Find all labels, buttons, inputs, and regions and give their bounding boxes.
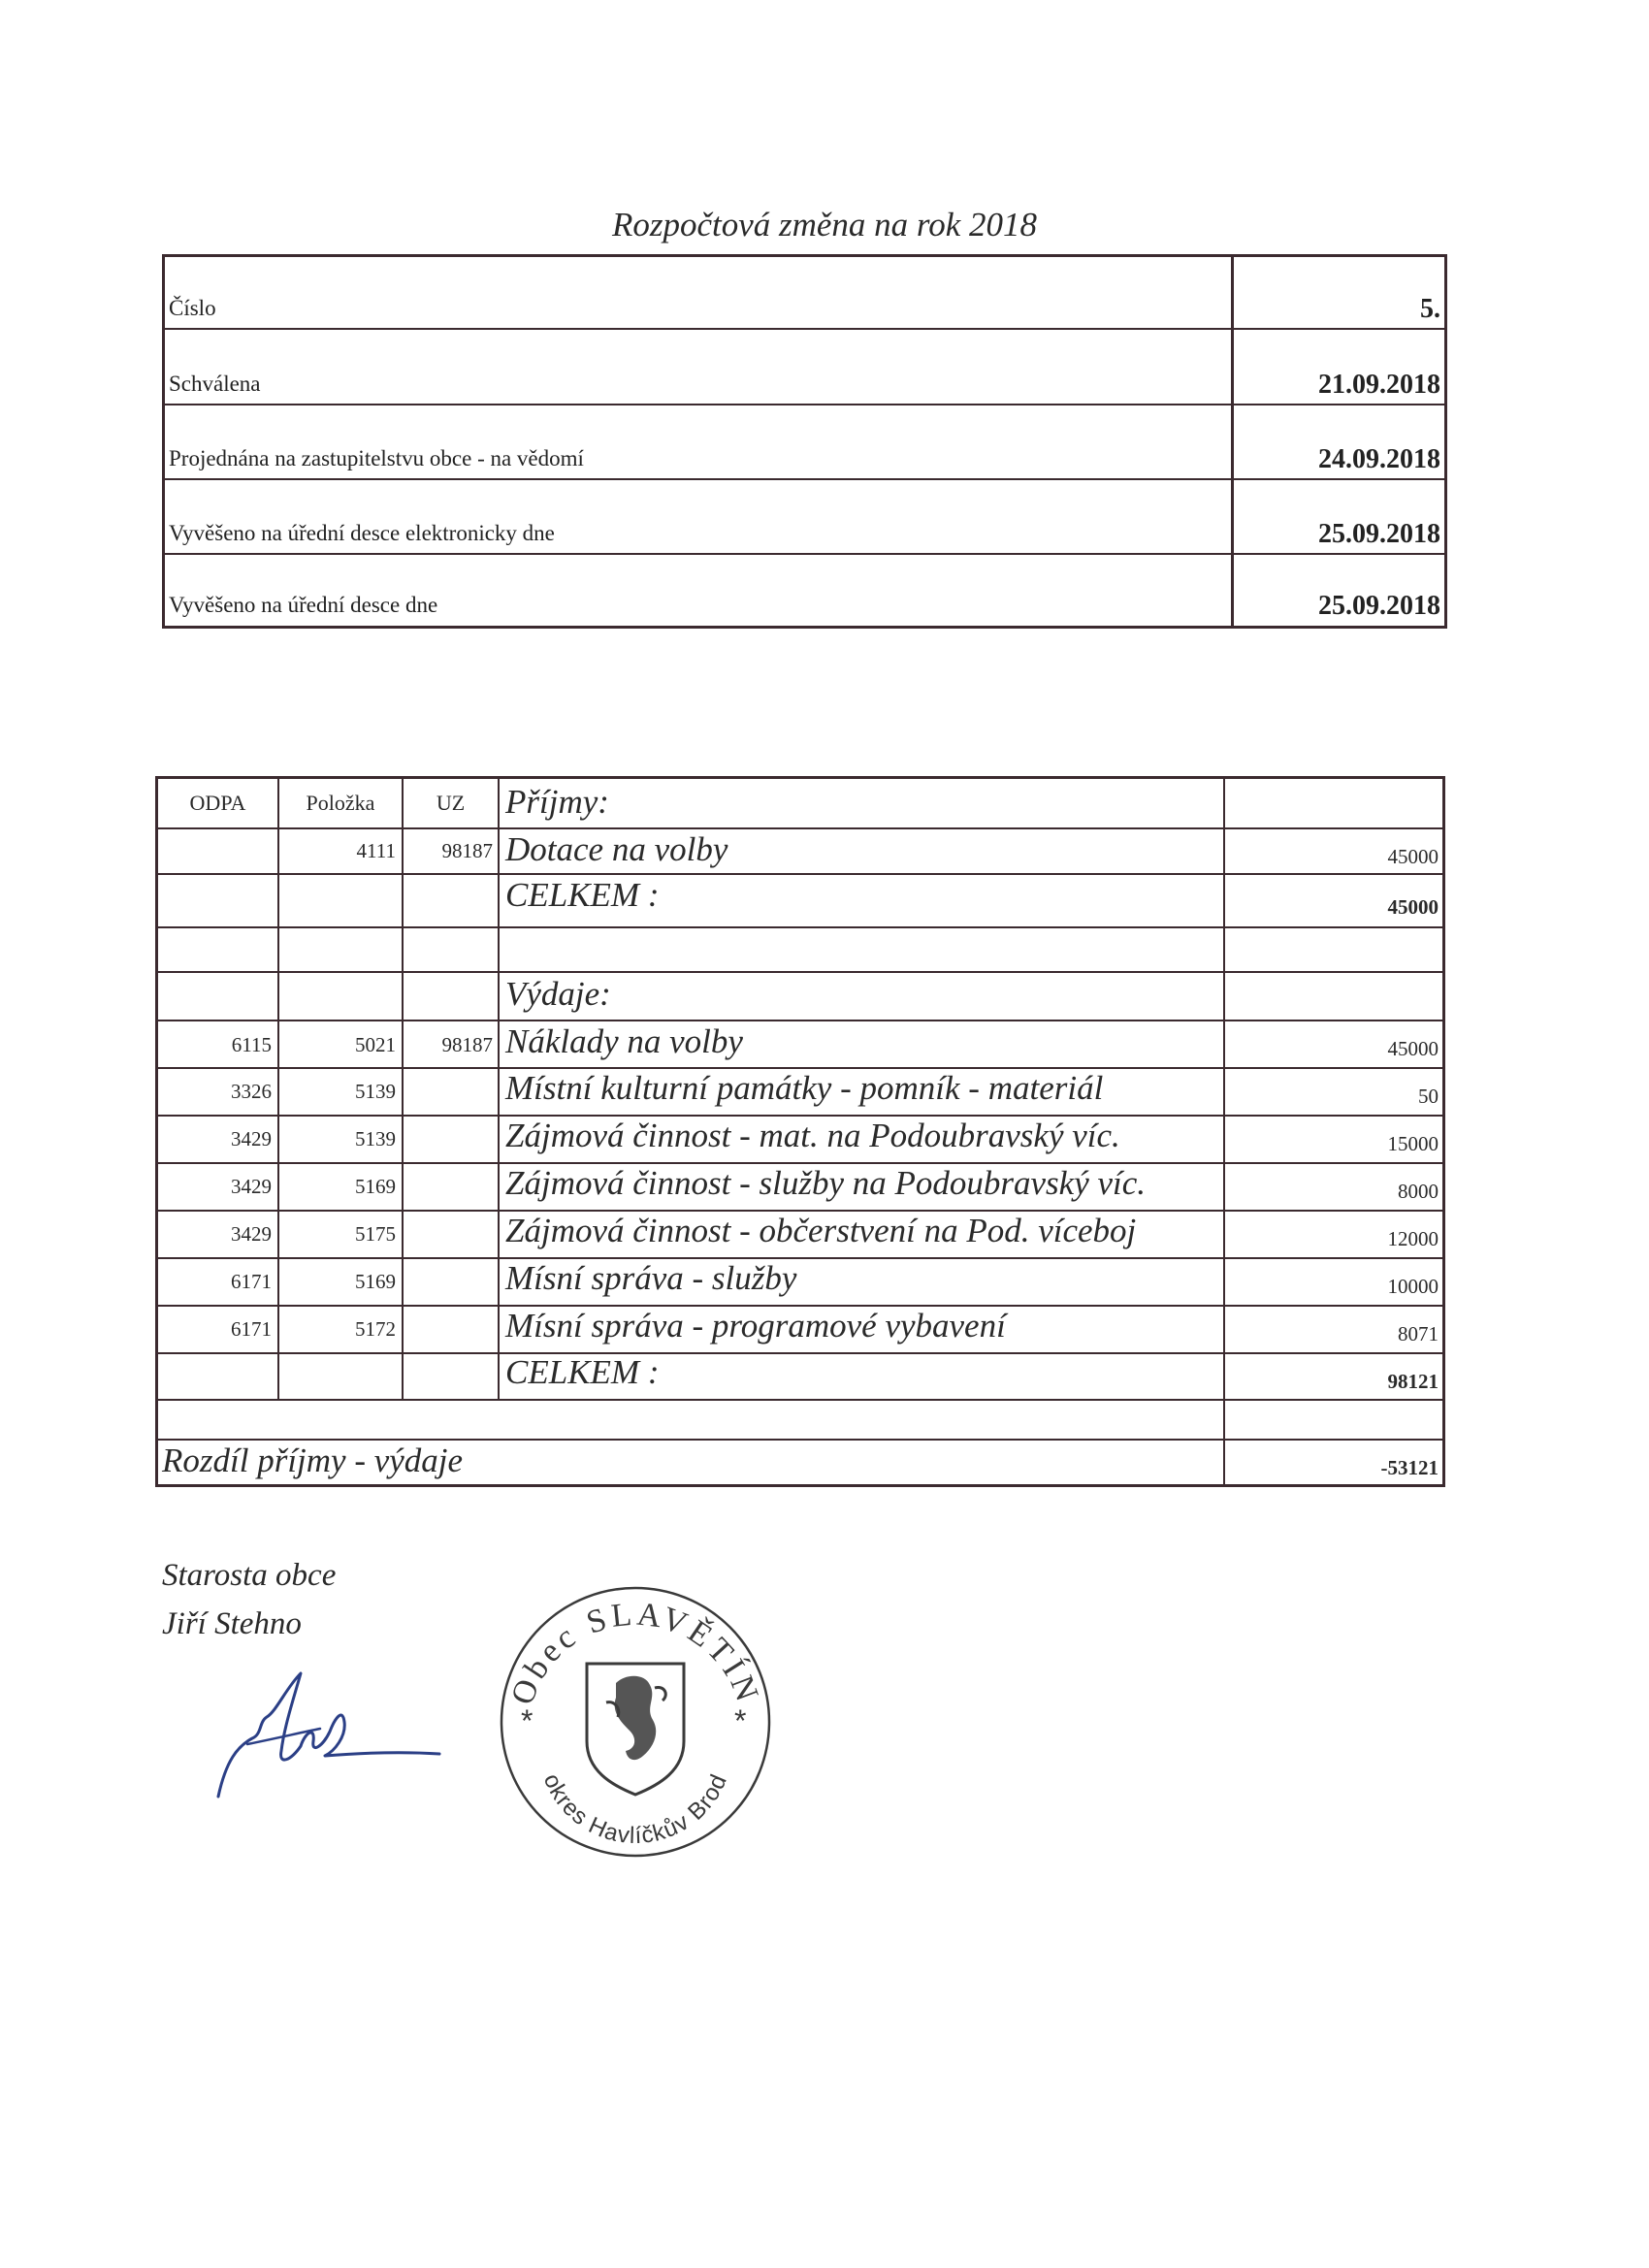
expense-desc: Náklady na volby [505,1022,743,1060]
info-label-vyveseno-el: Vyvěšeno na úřední desce elektronicky dne [169,521,555,545]
expense-total: 98121 [1387,1370,1439,1393]
difference-value: -53121 [1380,1456,1439,1479]
info-value-vyveseno: 25.09.2018 [1318,591,1440,621]
expense-desc: Místní kulturní památky - pomník - materiál [505,1069,1104,1107]
expense-odpa: 6115 [231,1033,272,1056]
expense-amount: 8071 [1398,1322,1439,1345]
info-divider [1231,257,1234,626]
expense-polozka: 5175 [355,1222,396,1246]
expense-desc: Mísní správa - programové vybavení [505,1307,1006,1345]
expense-amount: 12000 [1387,1227,1439,1250]
expense-polozka: 5139 [355,1080,396,1103]
svg-text:*: * [521,1703,534,1738]
info-label-cislo: Číslo [169,296,216,320]
difference-label: Rozdíl příjmy - výdaje [162,1442,464,1479]
expense-total-label: CELKEM : [505,1353,660,1391]
info-label-projednana: Projednána na zastupitelstvu obce - na vědomí [169,446,584,470]
budget-table [155,776,1445,1487]
income-total: 45000 [1387,895,1439,919]
expense-desc: Mísní správa - služby [505,1259,797,1297]
municipal-stamp [490,1576,781,1867]
expense-amount: 50 [1418,1085,1439,1108]
info-value-schvalena: 21.09.2018 [1318,370,1440,400]
income-total-label: CELKEM : [505,876,660,914]
svg-text:*: * [734,1703,747,1738]
expense-amount: 15000 [1387,1132,1439,1155]
info-label-schvalena: Schválena [169,372,261,396]
info-value-cislo: 5. [1420,294,1440,324]
expense-amount: 10000 [1387,1275,1439,1298]
info-label-vyveseno: Vyvěšeno na úřední desce dne [169,593,438,617]
expense-polozka: 5139 [355,1127,396,1150]
handwritten-signature [209,1669,451,1804]
income-polozka: 4111 [356,839,396,862]
income-uz: 98187 [441,839,493,862]
page-title: Rozpočtová změna na rok 2018 [611,206,1038,243]
stamp-bottom-text: okres Havlíčkův Brod [537,1769,733,1850]
expense-desc: Zájmová činnost - služby na Podoubravský víc. [505,1164,1147,1202]
expense-polozka: 5021 [355,1033,396,1056]
header-polozka: Položka [306,791,375,815]
expense-odpa: 6171 [231,1317,272,1341]
expense-odpa: 3429 [231,1175,272,1198]
expense-polozka: 5169 [355,1270,396,1293]
expense-amount: 45000 [1387,1037,1439,1060]
expense-polozka: 5169 [355,1175,396,1198]
coat-of-arms-icon [587,1664,684,1795]
expense-uz: 98187 [441,1033,493,1056]
signature-role: Starosta obce [162,1558,337,1593]
stamp-top-text: Obec SLAVĚTÍN [503,1596,767,1710]
expense-odpa: 3429 [231,1127,272,1150]
income-label: Příjmy: [505,783,609,821]
expense-desc: Zájmová činnost - občerstvení na Pod. víceboj [505,1212,1137,1249]
expense-odpa: 6171 [231,1270,272,1293]
header-uz: UZ [436,791,466,815]
expense-odpa: 3326 [231,1080,272,1103]
expense-amount: 8000 [1398,1180,1439,1203]
info-value-vyveseno-el: 25.09.2018 [1318,519,1440,549]
header-odpa: ODPA [189,791,246,815]
info-table [162,254,1447,629]
info-value-projednana: 24.09.2018 [1318,444,1440,474]
signature-name: Jiří Stehno [162,1606,302,1641]
expense-desc: Zájmová činnost - mat. na Podoubravský víc. [505,1117,1120,1154]
expense-polozka: 5172 [355,1317,396,1341]
income-amount: 45000 [1387,845,1439,868]
expense-odpa: 3429 [231,1222,272,1246]
income-desc: Dotace na volby [505,830,728,868]
expense-label: Výdaje: [505,975,611,1013]
